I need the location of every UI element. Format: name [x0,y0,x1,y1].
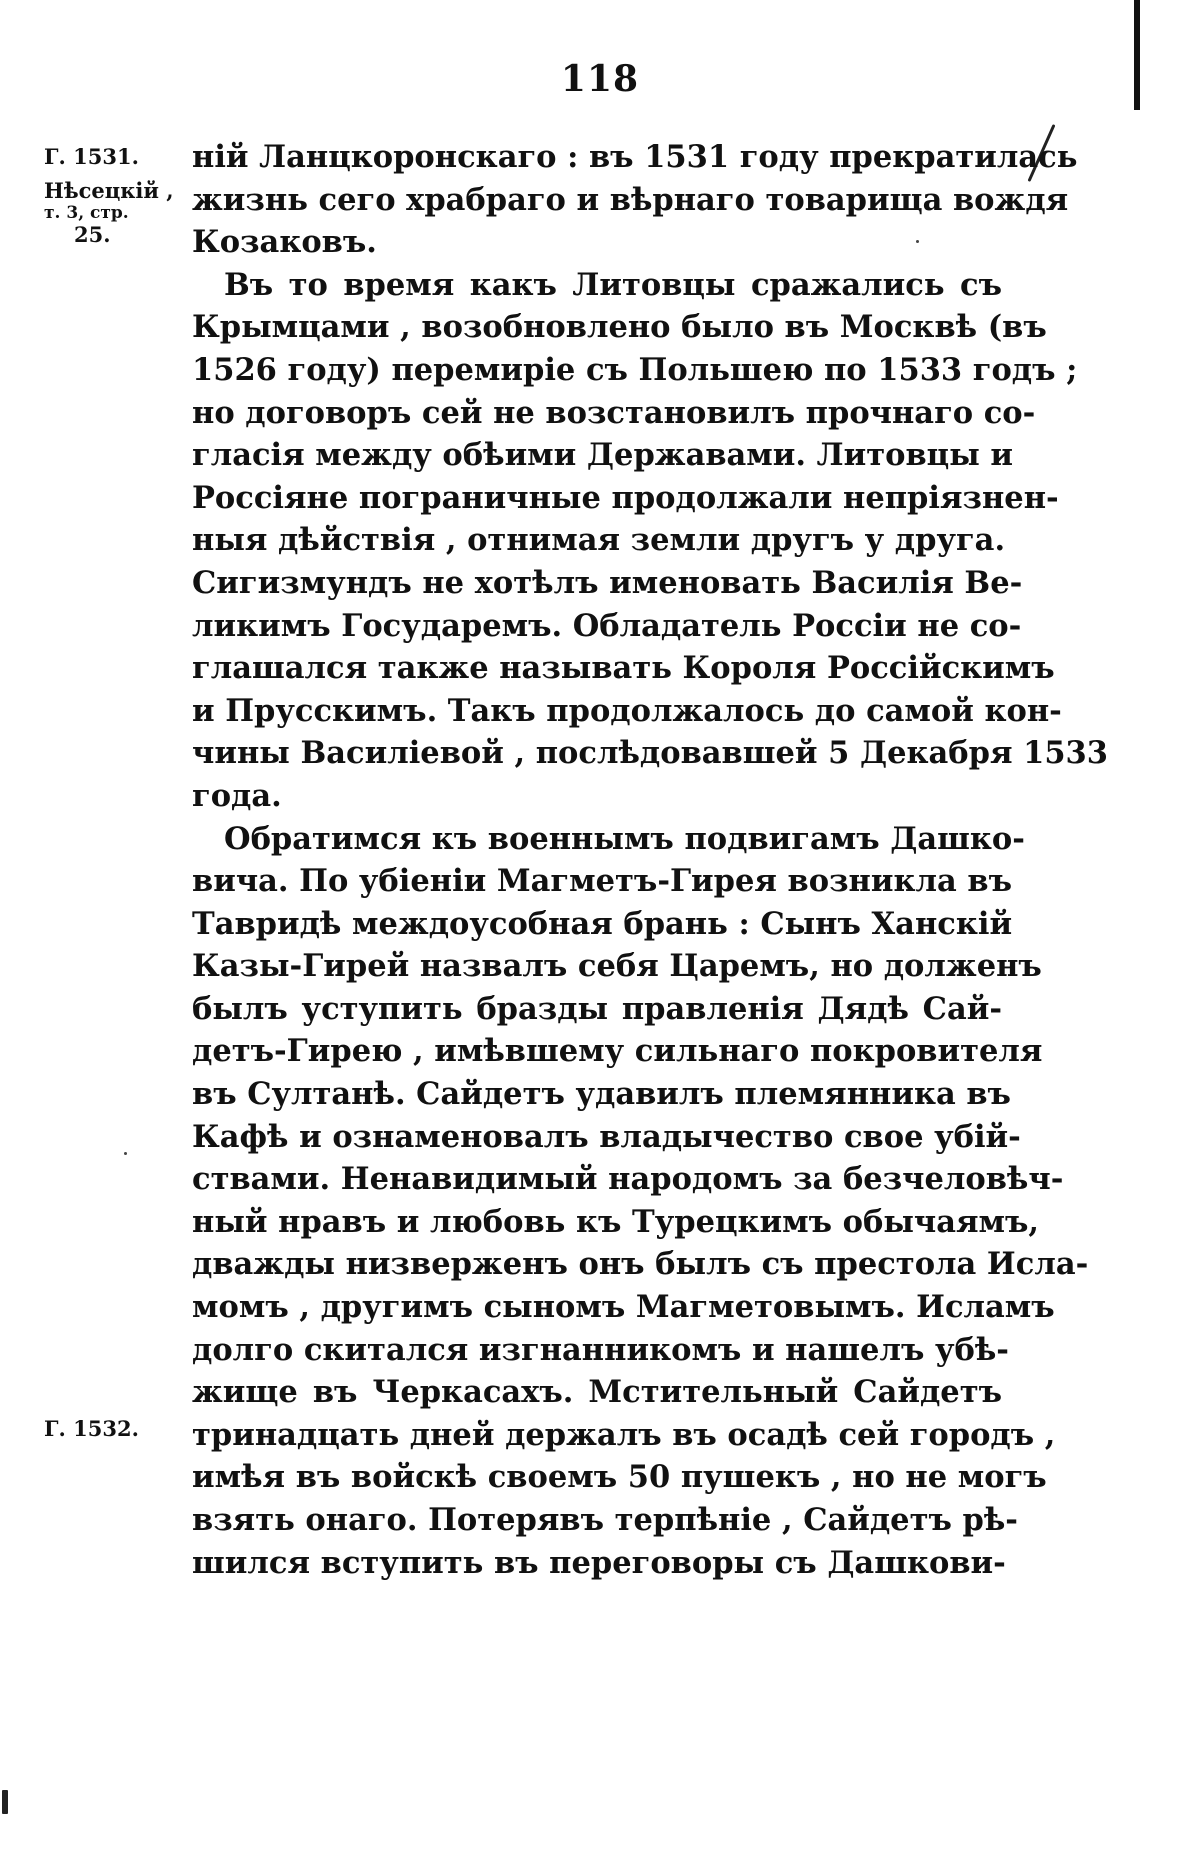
text-line: Тавридѣ междоусобная брань : Сынъ Ханскій [192,905,1013,942]
text-line: долго скитался изгнанникомъ и нашелъ убѣ- [192,1331,1009,1368]
text-line: жище въ Черкасахъ. Мстительный Сайдетъ [192,1374,1002,1411]
text-line: былъ уступить бразды правленія Дядѣ Сай- [192,990,1002,1027]
text-line: ликимъ Государемъ. Обладатель Россіи не со- [192,607,1022,644]
text-line: Крымцами , возобновлено было въ Москвѣ (въ [192,309,1047,346]
text-line: ный нравъ и любовь къ Турецкимъ обычаямъ, [192,1203,1040,1240]
text-line: вича. По убіеніи Магметъ-Гирея возникла въ [192,863,1012,900]
text-line: шился вступить въ переговоры съ Дашкови- [192,1544,1006,1581]
text-line: и Прусскимъ. Такъ продолжалось до самой кон- [192,692,1062,729]
text-line: глашался также называть Короля Россійскимъ [192,650,1055,687]
text-line: ныя дѣйствія , отнимая земли другъ у друга. [192,522,1006,559]
margin-note-year-1532: Г. 1532. [44,1416,139,1441]
scan-edge-mark [2,1790,8,1814]
text-line: момъ , другимъ сыномъ Магметовымъ. Исламъ [192,1289,1055,1326]
margin-note-source-line: 25. [74,222,111,247]
text-line: гласія между обѣими Державами. Литовцы и [192,437,1014,474]
margin-note-year-1531: Г. 1531. [44,144,139,169]
text-line: Кафѣ и ознаменовалъ владычество свое убій- [192,1118,1021,1155]
text-line: взять онаго. Потерявъ терпѣніе , Сайдетъ рѣ- [192,1502,1018,1538]
text-line: Россіяне пограничные продолжали непріязнен- [192,479,1059,516]
speck-mark [124,1152,127,1155]
text-line: Обратимся къ военнымъ подвигамъ Дашко- [224,820,1025,857]
text-line: ствами. Ненавидимый народомъ за безчеловѣч- [192,1161,1064,1198]
text-line: Сигизмундъ не хотѣлъ именовать Василія Ве- [192,564,1023,601]
text-line: Казы-Гирей назвалъ себя Царемъ, но долженъ [192,948,1042,985]
page-number: 118 [560,58,640,100]
text-line: имѣя въ войскѣ своемъ 50 пушекъ , но не могъ [192,1459,1047,1496]
body-text [192,136,1108,1584]
margin-note-source [44,180,174,246]
scan-edge-mark [1134,0,1140,110]
text-line: дважды низверженъ онъ былъ съ престола Исла- [192,1246,1089,1283]
text-line: года. [192,777,282,814]
text-line: 1526 году) перемиріе съ Польшею по 1533 годъ ; [192,351,1078,388]
text-line: въ Султанѣ. Сайдетъ удавилъ племянника въ [192,1076,1011,1113]
text-line: Козаковъ. [192,224,377,261]
margin-note-source-line: т. 3, стр. [44,203,129,223]
text-line: жизнь сего храбраго и вѣрнаго товарища вождя [192,181,1069,218]
text-line: детъ-Гирею , имѣвшему сильнаго покровителя [192,1033,1043,1070]
margin-note-source-line: Нѣсецкій , [44,178,174,203]
text-line: Въ то время какъ Литовцы сражались съ [224,266,1002,303]
text-line: но договоръ сей не возстановилъ прочнаго со- [192,394,1036,431]
text-line: тринадцать дней держалъ въ осадѣ сей городъ , [192,1416,1056,1453]
text-line: чины Василіевой , послѣдовавшей 5 Декабря 1533 [192,735,1108,772]
text-line: ній Ланцкоронскаго : въ 1531 году прекратилась [192,139,1078,175]
